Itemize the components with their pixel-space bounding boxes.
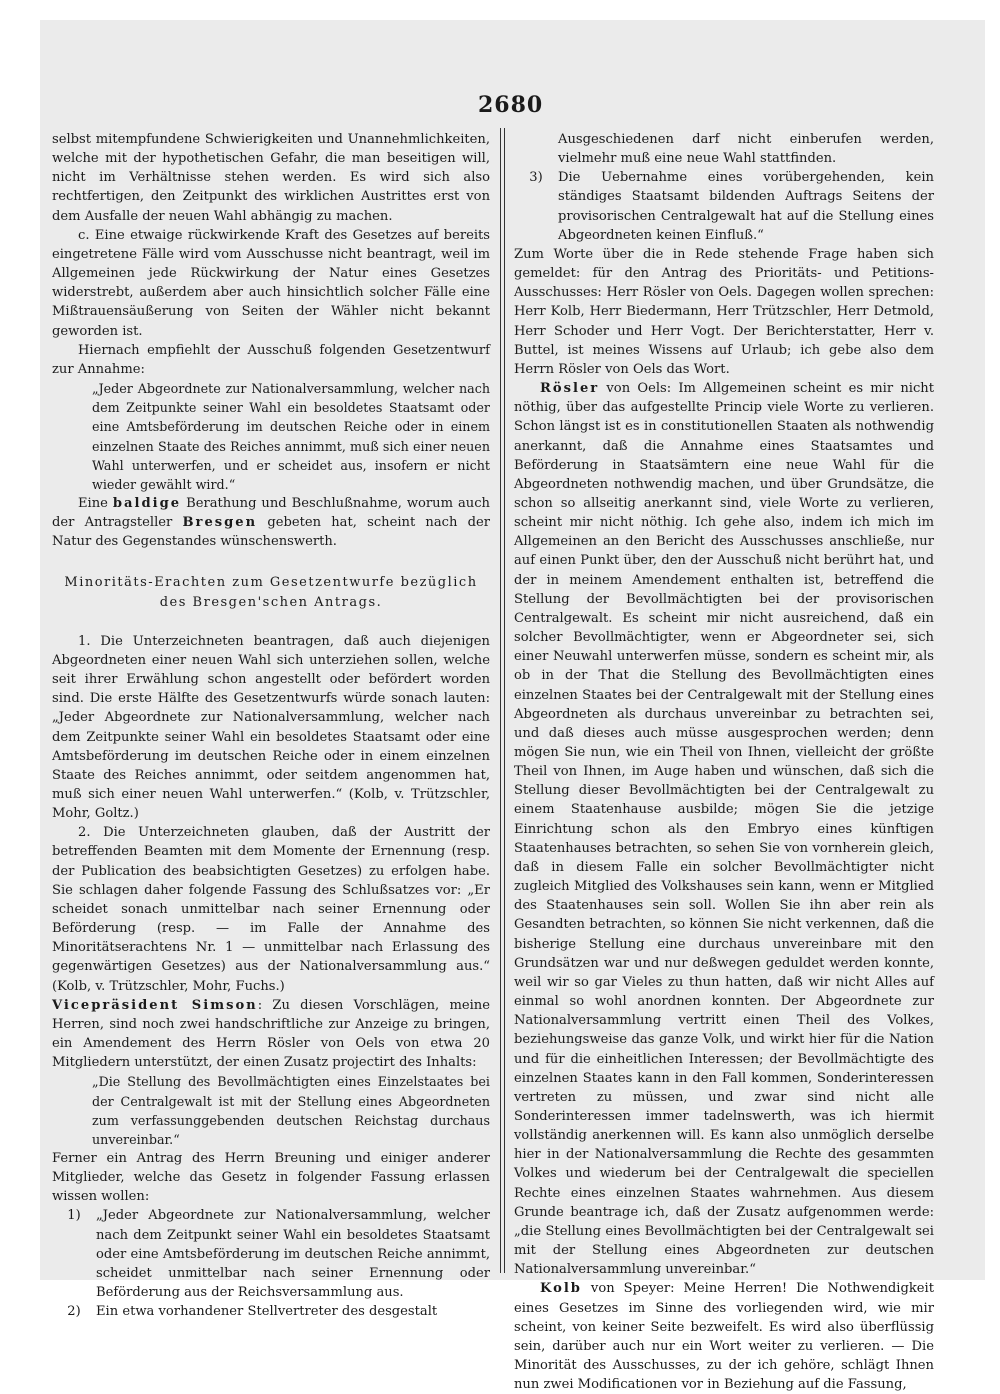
paragraph: selbst mitempfundene Schwierigkeiten und Unannehmlichkeiten, welche mit der hypothetischen Gefahr, die man beseitigen will, nicht im Verhältnisse stehen werden. Es wird sich also rechtfertigen, den Zeitpunkt des wirklichen Austrittes erst von dem Ausfalle der neuen Wahl abhängig zu machen. — [52, 132, 490, 224]
quoted-draft-law: „Jeder Abgeordnete zur Nationalversammlung, welcher nach dem Zeitpunkte seiner Wahl ein besoldetes Staatsamt oder eine Amtsbeförderung im deutschen Reiche oder in einem einzelnen Staate des Reiches annimmt, muß sich einer neuen Wahl unterwerfen, und er scheidet aus, insofern er nicht wieder gewählt wird.“ — [92, 381, 490, 492]
paragraph: Ausgeschiedenen darf nicht einberufen werden, vielmehr muß eine neue Wahl stattfinden. — [558, 132, 934, 167]
speech: Rösler von Oels: Im Allgemeinen scheint es mir nicht nöthig, über das aufgestellte Princip viele Worte zu verlieren. Schon längst ist es in constitutionellen Staaten als nothwendig anerkannt, daß die Annahme eines Staatsamtes und Beförderung in Staatsämtern eine neue Wahl für die Abgeordneten nothwendig machen, und über Grundsätze, die schon so allseitig anerkannt sind, viele Worte zu verlieren, scheint mir nicht nöthig. Ich gehe also, indem ich mich im Allgemeinen an den Bericht des Ausschusses anschließe, nur auf einen Punkt über, den der Ausschuß nicht berührt hat, und der in meinem Amendement enthalten ist, betreffend die Stellung der Bevollmächtigten bei der provisorischen Centralgewalt. Es scheint mir nicht ausreichend, daß ein solcher Bevollmächtigter, wenn er Abgeordneter sei, sich einer Neuwahl unterwerfen müsse, sondern es scheint mir, als ob in der That die Stellung des Bevollmächtigten eines einzelnen Staates bei der Centralgewalt mit der Stellung eines Abgeordneten als durchaus unvereinbar zu betrachten sei, und daß dieses auch müsse ausgesprochen werden; denn mögen Sie nun, wie ein Theil von Ihnen, vielleicht der größte Theil von Ihnen, im Auge haben und wünschen, daß sich die Stellung dieser Bevollmächtigten bei der Centralgewalt zu einem Staatenhause ausbilde; mögen Sie die jetzige Einrichtung schon als den Embryo eines künftigen Staatenhauses betrachten, so sehen Sie von vornherein gleich, daß in diesem Falle ein solcher Bevollmächtigter nicht zugleich Mitglied des Volkshauses sein kann, wenn er Mitglied des Staatenhauses sein soll. Wollen Sie ihn aber rein als Gesandten betrachten, so können Sie nicht verkennen, daß die bisherige Stellung eine durchaus unvereinbare mit den Grundsätzen war und nur deßwegen geduldet werden konnte, weil wir so gar Vieles zu thun hatten, daß wir nicht Alles auf einmal so wohl anordnen konnten. Der Abgeordnete zur Nationalversammlung vertritt einen Theil des Volkes, beziehungsweise das ganze Volk, und wirkt hier für die Nation und für die einheitlichen Interessen; der Bevollmächtigte des einzelnen Staates kann in den Fall kommen, Sonderinteressen vertreten zu müssen, und zwar sind nicht alle Sonderinteressen immer tadelnswerth, was ich hiermit vollständig anerkennen will. Es kann also unmöglich derselbe hier in der Nationalversammlung die Rechte des gesammten Volkes und wiederum bei der Centralgewalt die speciellen Rechte eines einzelnen Staates wahrnehmen. Aus diesem Grunde beantrage ich, daß der Zusatz aufgenommen werde: „die Stellung eines Bevollmächtigten bei der Centralgewalt sei mit der Stellung eines Abgeordneten zur deutschen Nationalversammlung unvereinbar.“ — [514, 381, 934, 1278]
speech: Kolb von Speyer: Meine Herren! Die Nothwendigkeit eines Gesetzes im Sinne des vorliegenden wird, wie mir scheint, von keiner Seite bezweifelt. Es wird also überflüssig sein, darüber auch nur ein Wort weiter zu verlieren. — Die Minorität des Ausschusses, zu der ich gehöre, schlägt Ihnen nun zwei Modificationen vor in Beziehung auf die Fassung, — [514, 1281, 934, 1393]
paragraph: Vicepräsident Simson: Zu diesen Vorschlägen, meine Herren, sind noch zwei handschriftliche zur Anzeige zu bringen, ein Amendement des Herrn Rösler von Oels von etwa 20 Mitgliedern unterstützt, der einen Zusatz projectirt des Inhalts: — [52, 997, 490, 1071]
paragraph: c. Eine etwaige rückwirkende Kraft des Gesetzes auf bereits eingetretene Fälle wird vom Ausschusse nicht beantragt, weil im Allgemeinen jede Rückwirkung der Natur eines Gesetzes widerstrebt, außerdem aber auch hinsichtlich solcher Fälle eine Mißtrauensäußerung von Seiten der Wähler nicht bekannt geworden ist. — [52, 227, 490, 339]
list-item: 2) Ein etwa vorhandener Stellvertreter des desgestalt — [67, 1304, 438, 1320]
list-item: 3) Die Uebernahme eines vorübergehenden, kein ständiges Staatsamt bildenden Auftrags Seitens der provisorischen Centralgewalt hat auf die Stellung eines Abgeordneten keinen Einfluß.“ — [529, 170, 934, 243]
speaker-name: Vicepräsident Simson — [52, 997, 258, 1013]
paragraph: Hiernach empfiehlt der Ausschuß folgenden Gesetzentwurf zur Annahme: — [52, 342, 490, 377]
paragraph: Zum Worte über die in Rede stehende Frage haben sich gemeldet: für den Antrag des Prioritäts- und Petitions-Ausschusses: Herr Rösler von Oels. Dagegen wollen sprechen: Herr Kolb, Herr Biedermann, Herr Trützschler, Herr Detmold, Herr Schoder und Herr Vogt. Der Berichterstatter, Herr v. Buttel, ist meines Wissens auf Urlaub; ich gebe also dem Herrn Rösler von Oels das Wort. — [514, 246, 934, 377]
column-divider — [500, 128, 505, 1273]
minority-proposal-2: 2. Die Unterzeichneten glauben, daß der Austritt der betreffenden Beamten mit dem Momente der Ernennung (resp. der Publication des beabsichtigten Gesetzes) zu erfolgen habe. Sie schlagen daher folgende Fassung des Schlußsatzes vor: „Er scheidet sonach unmittelbar nach seiner Ernennung oder Beförderung (resp. — im Falle der Annahme des Minoritätserachtens Nr. 1 — unmittelbar nach Erlassung des gegenwärtigen Gesetzes) aus der Nationalversammlung aus.“ (Kolb, v. Trützschler, Mohr, Fuchs.) — [52, 825, 490, 994]
page-number: 2680 — [478, 92, 544, 118]
paragraph: Eine baldige Berathung und Beschlußnahme, worum auch der Antragsteller Bresgen gebeten hat, scheint nach der Natur des Gegenstandes wünschenswerth. — [52, 495, 490, 550]
speaker-name: Rösler — [540, 381, 600, 397]
left-column — [52, 130, 490, 1321]
minority-proposal-1: 1. Die Unterzeichneten beantragen, daß auch diejenigen Abgeordneten einer neuen Wahl sich unterziehen sollen, welche seit ihrer Erwählung schon angestellt oder befördert worden sind. Die erste Hälfte des Gesetzentwurfs würde sonach lauten: „Jeder Abgeordnete zur Nationalversammlung, welcher nach dem Zeitpunkte seiner Wahl ein besoldetes Staatsamt oder eine Amtsbeförderung im deutschen Reiche oder in einem einzelnen Staate des Reiches annimmt, oder seitdem angenommen hat, muß sich einer neuen Wahl unterwerfen.“ (Kolb, v. Trützschler, Mohr, Goltz.) — [52, 633, 490, 822]
list-item: 1) „Jeder Abgeordnete zur Nationalversammlung, welcher nach dem Zeitpunkt seiner Wahl ein besoldetes Staatsamt oder eine Amtsbeförderung im deutschen Reiche annimmt, scheidet unmittelbar nach seiner Ernennung oder Beförderung aus der Reichsversammlung aus. — [67, 1208, 490, 1301]
speaker-name: Kolb — [540, 1281, 582, 1297]
paragraph: Ferner ein Antrag des Herrn Breuning und einiger anderer Mitglieder, welche das Gesetz in folgender Fassung erlassen wissen wollen: — [52, 1150, 490, 1205]
section-heading: Minoritäts-Erachten zum Gesetzentwurfe bezüglich des Bresgen'schen Antrags. — [64, 575, 478, 610]
quoted-amendment: „Die Stellung des Bevollmächtigten eines Einzelstaates bei der Centralgewalt ist mit der Stellung eines Abgeordneten zum verfassunggebenden deutschen Reichstag durchaus unvereinbar.“ — [92, 1074, 490, 1147]
right-column — [514, 130, 934, 1394]
